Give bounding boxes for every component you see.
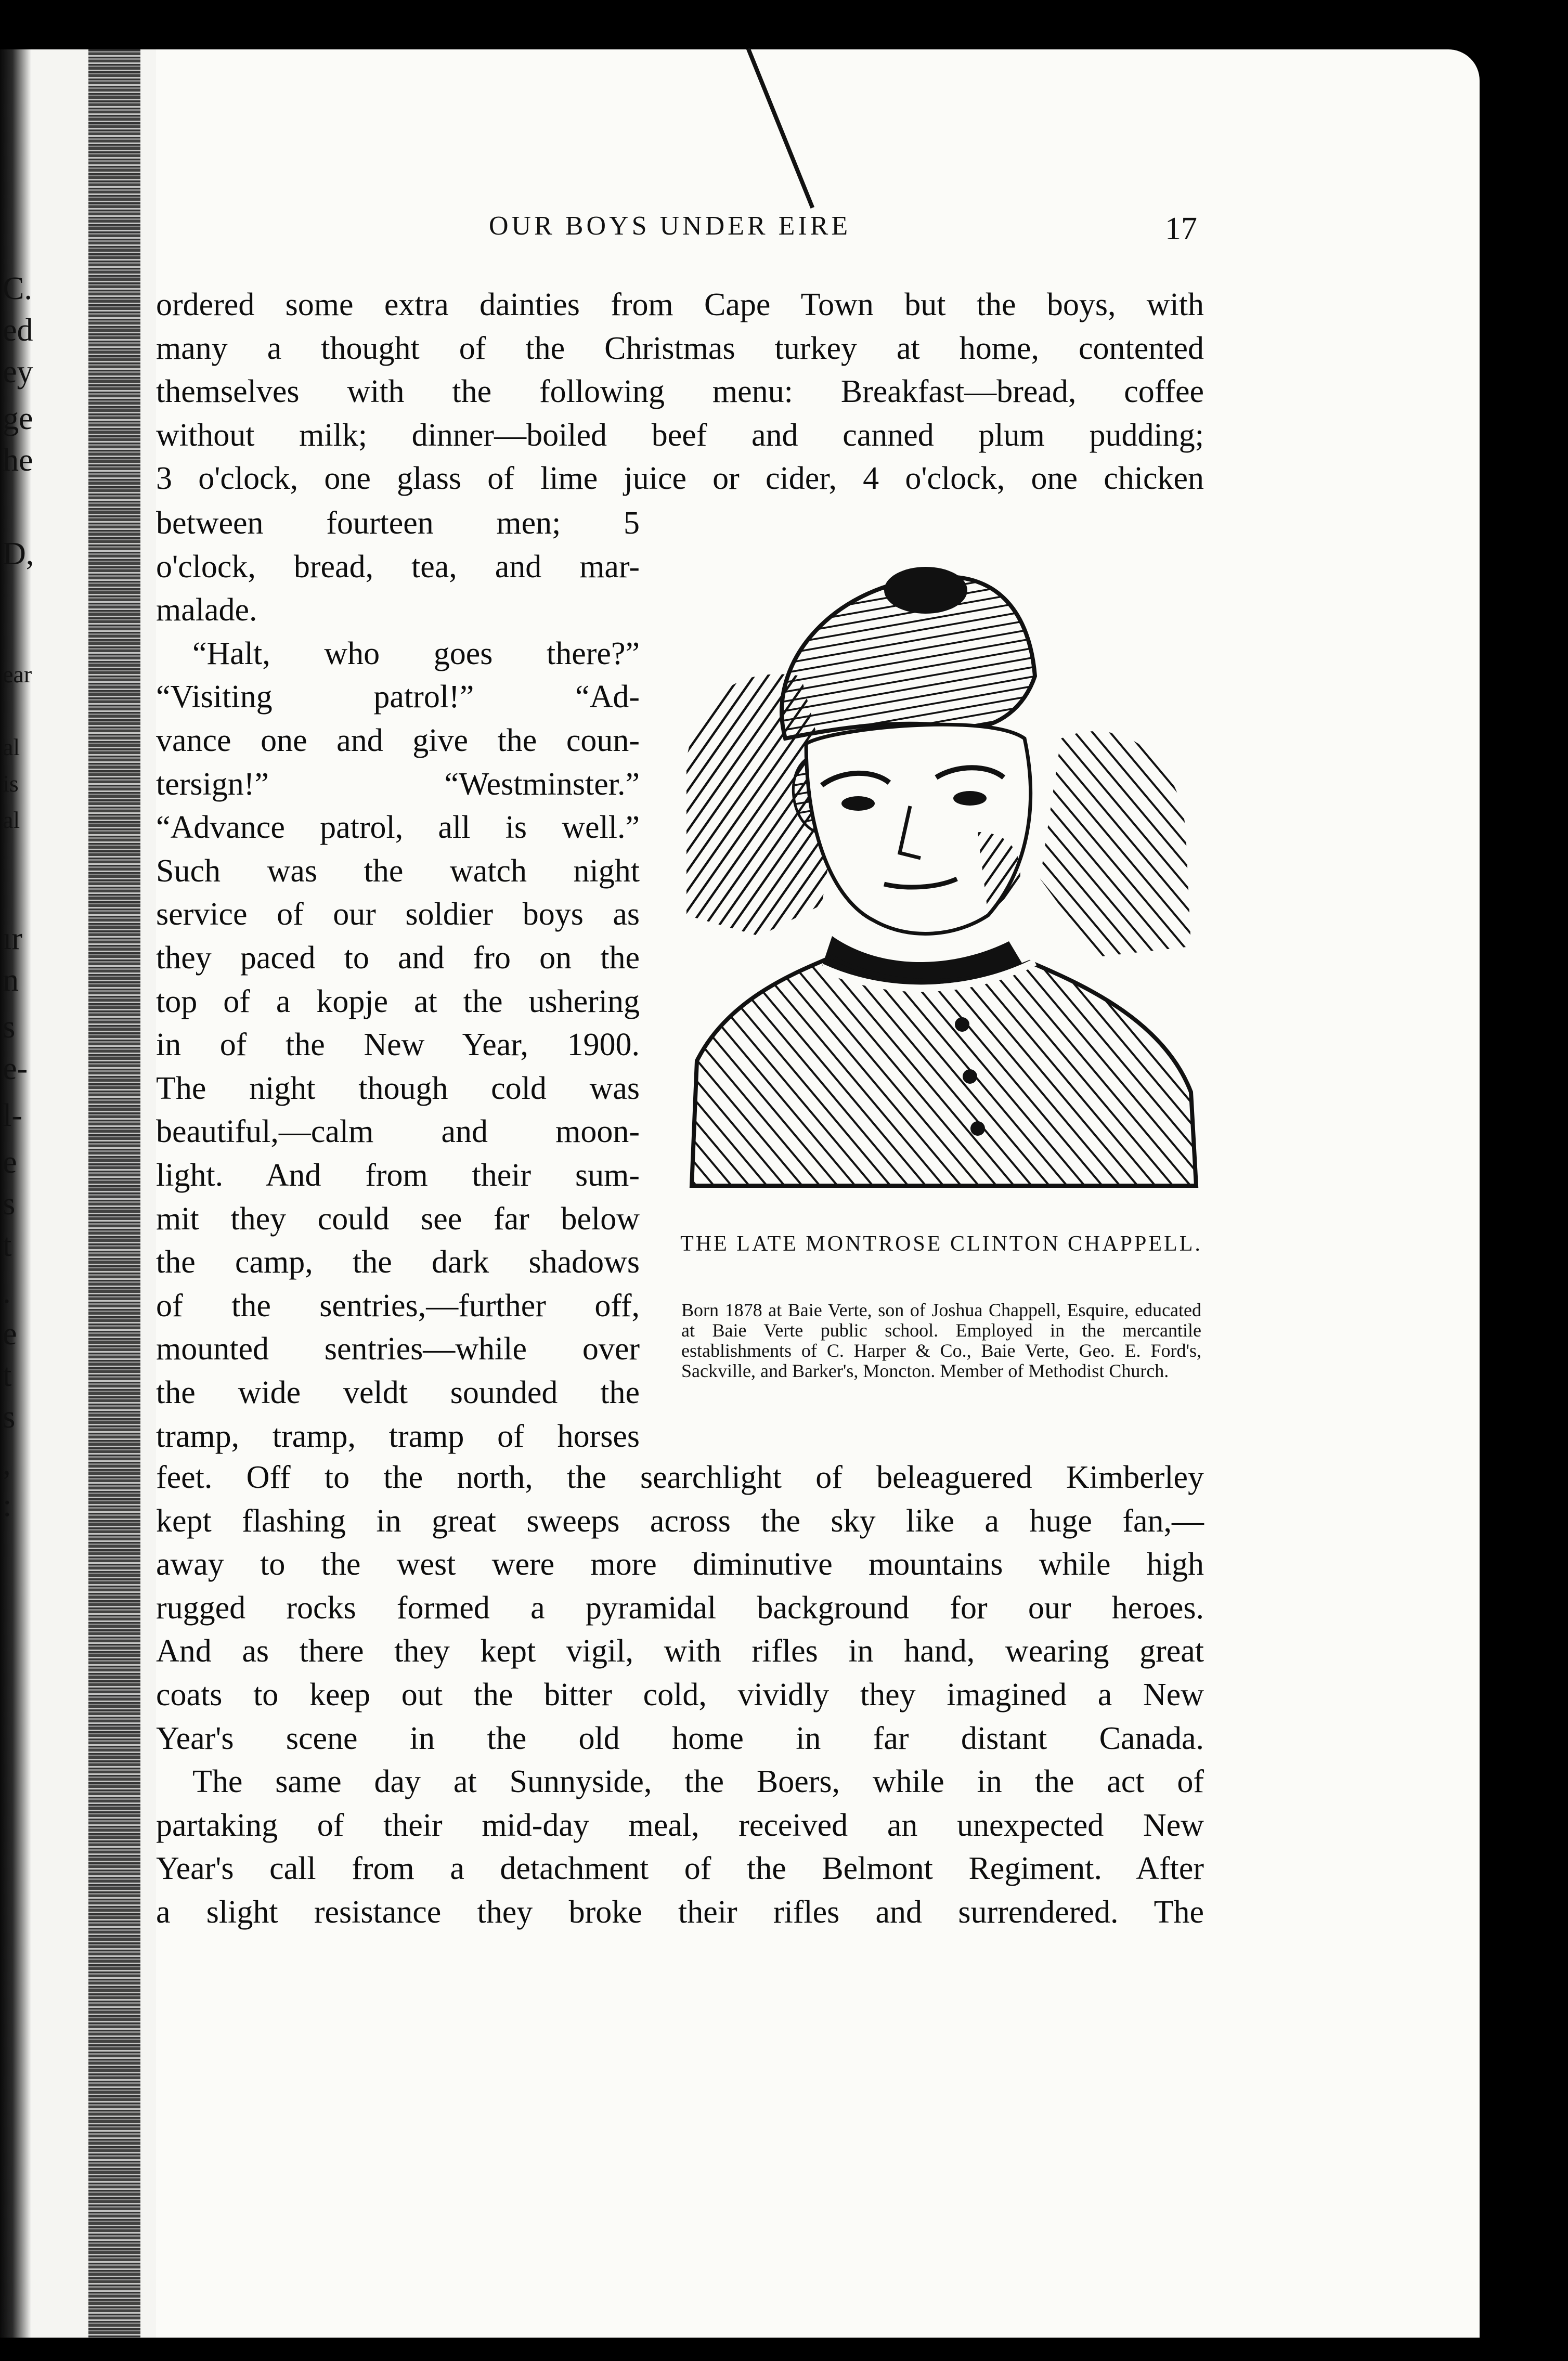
opposite-page-text: , <box>3 1446 11 1482</box>
text-line: kept flashing in great sweeps across the sky like a huge fan,— <box>156 1503 1204 1539</box>
opposite-page-text: C. <box>3 271 32 306</box>
soldier-cap <box>782 567 1035 738</box>
opposite-page-text: ed <box>3 313 33 348</box>
text-line: themselves with the following menu: Breakfast—bread, coffee <box>156 374 1204 409</box>
opposite-page-text: he <box>3 443 33 478</box>
opposite-page-text: ge <box>3 401 33 436</box>
text-line: 3 o'clock, one glass of lime juice or cider, 4 o'clock, one chicken <box>156 461 1204 496</box>
book-binding <box>88 49 140 2338</box>
text-line: away to the west were more diminutive mountains while high <box>156 1547 1204 1582</box>
text-line: a slight resistance they broke their rifles and surrendered. The <box>156 1895 1204 1930</box>
portrait-caption-body: Born 1878 at Baie Verte, son of Joshua Chappell, Esquire, educated at Baie Verte public school. Employed in the mercantile establishments of C. Harper & Co., Baie Verte, Geo. E. Ford's, Sackville, and Barker's, Moncton. Member of Methodist Church. <box>681 1300 1201 1381</box>
text-line: The same day at Sunnyside, the Boers, while in the act of <box>192 1764 1204 1800</box>
opposite-page-text: t <box>3 1228 12 1263</box>
soldier-tunic <box>692 936 1196 1186</box>
opposite-page-text: al <box>3 734 20 760</box>
text-line: they paced to and fro on the <box>156 940 640 976</box>
opposite-page-text: s <box>3 1009 16 1045</box>
text-line: feet. Off to the north, the searchlight of beleaguered Kimberley <box>156 1460 1204 1495</box>
text-line: ordered some extra dainties from Cape Town but the boys, with <box>156 287 1204 322</box>
text-line: in of the New Year, 1900. <box>156 1027 640 1063</box>
text-line: without milk; dinner—boiled beef and canned plum pudding; <box>156 417 1204 453</box>
opposite-page-text: s <box>3 1399 16 1435</box>
opposite-page-text: t <box>3 1358 12 1393</box>
text-line: partaking of their mid-day meal, received an unexpected New <box>156 1807 1204 1843</box>
text-line: rugged rocks formed a pyramidal background for our heroes. <box>156 1590 1204 1626</box>
text-line: mit they could see far below <box>156 1201 640 1237</box>
text-line: the wide veldt sounded the <box>156 1375 640 1410</box>
opposite-page-text: e- <box>3 1051 28 1086</box>
text-line: malade. <box>156 592 257 628</box>
soldier-face <box>793 724 1030 933</box>
text-line: vance one and give the coun- <box>156 723 640 758</box>
opposite-page-text: ır <box>3 921 22 956</box>
portrait-caption-title: THE LATE MONTROSE CLINTON CHAPPELL. <box>680 1232 1202 1256</box>
text-line: beautiful,—calm and moon- <box>156 1114 640 1150</box>
text-line: “Visiting patrol!” “Ad- <box>156 679 640 715</box>
opposite-page-text: e <box>3 1145 17 1180</box>
text-line: tersign!” “Westminster.” <box>156 766 640 802</box>
text-line: And as there they kept vigil, with rifles in hand, wearing great <box>156 1633 1204 1669</box>
text-line: coats to keep out the bitter cold, vividly they imagined a New <box>156 1677 1204 1713</box>
soldier-portrait-engraving <box>666 541 1217 1207</box>
text-line: of the sentries,—further off, <box>156 1288 640 1324</box>
opposite-page-text: l- <box>3 1098 22 1133</box>
running-head: OUR BOYS UNDER EIRE <box>489 211 851 241</box>
text-line: service of our soldier boys as <box>156 897 640 932</box>
opposite-page-text: ear <box>3 661 32 687</box>
page-number: 17 <box>1165 211 1197 247</box>
text-line: light. And from their sum- <box>156 1158 640 1193</box>
text-line: “Halt, who goes there?” <box>192 635 640 671</box>
opposite-page-text: n <box>3 963 19 998</box>
text-line: between fourteen men; 5 <box>156 505 640 541</box>
text-line: mounted sentries—while over <box>156 1331 640 1367</box>
text-line: o'clock, bread, tea, and mar- <box>156 549 640 585</box>
text-line: Such was the watch night <box>156 853 640 889</box>
text-line: the camp, the dark shadows <box>156 1244 640 1280</box>
text-line: top of a kopje at the ushering <box>156 983 640 1019</box>
opposite-page-text: : <box>3 1488 12 1523</box>
text-line: The night though cold was <box>156 1070 640 1106</box>
opposite-page-text: s <box>3 1186 16 1222</box>
text-line: “Advance patrol, all is well.” <box>156 810 640 846</box>
opposite-page-text: is <box>3 770 19 797</box>
opposite-page-text: D, <box>3 536 34 572</box>
text-line: Year's call from a detachment of the Belmont Regiment. After <box>156 1851 1204 1887</box>
text-line: many a thought of the Christmas turkey at home, contented <box>156 330 1204 366</box>
opposite-page-text: al <box>3 807 20 833</box>
opposite-page-text: ey <box>3 354 33 390</box>
opposite-page-text: e <box>3 1316 17 1352</box>
opposite-page-text: . <box>3 1275 11 1310</box>
text-line: Year's scene in the old home in far distant Canada. <box>156 1720 1204 1756</box>
text-line: tramp, tramp, tramp of horses <box>156 1418 640 1454</box>
